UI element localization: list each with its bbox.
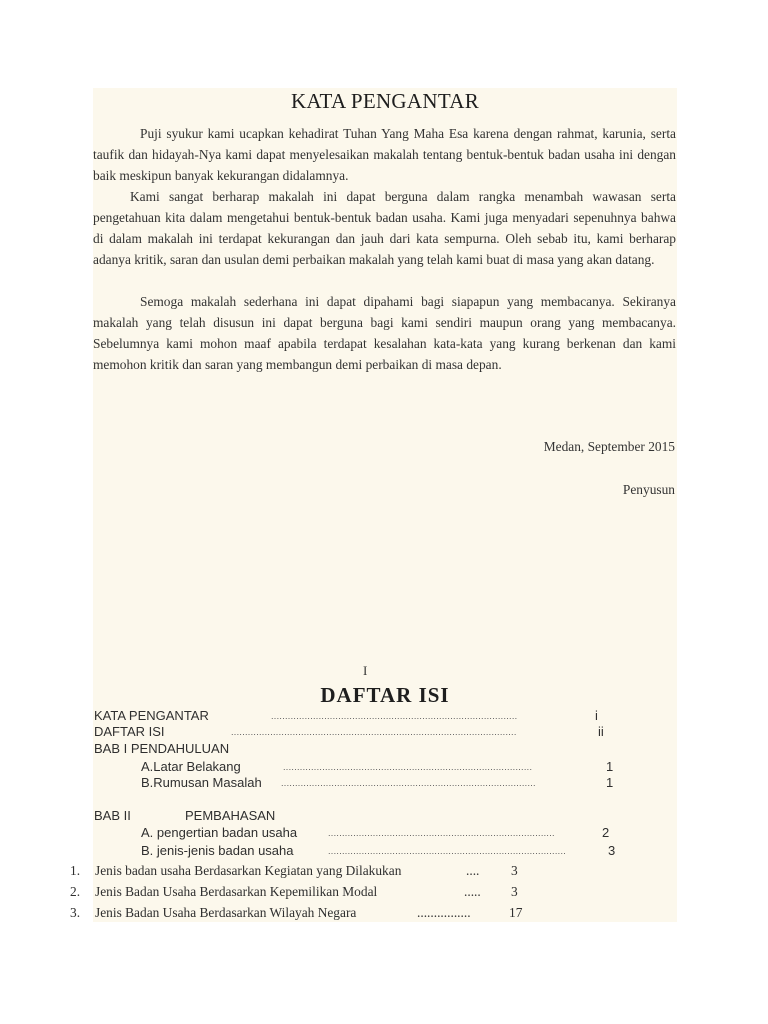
- toc-entry-page: ii: [598, 724, 604, 739]
- toc-entry-page: 2: [602, 825, 610, 840]
- toc-entry-dots: ...........................................................................................: [281, 778, 536, 788]
- toc-entry-dots: ....: [466, 863, 480, 878]
- toc-entry-page: 1: [606, 759, 614, 774]
- toc-entry-label: DAFTAR ISI: [94, 724, 165, 739]
- toc-entry-label: A.Latar Belakang: [141, 759, 241, 774]
- preface-paragraph-3: Semoga makalah sederhana ini dapat dipahami bagi siapapun yang membacanya. Sekiranya makalah yang telah disusun ini dapat berguna bagi kami sendiri maupun orang yang membacanya. Sebelumnya kami mohon maaf apabila terdapat kesalahan kata-kata yang kurang berkenan dan kami memohon kritik dan saran yang membangun demi perbaikan di masa depan.: [93, 294, 676, 372]
- toc-entry-dots: .........................................................................................: [283, 762, 533, 772]
- toc-entry-dots: ......................................................................................................: [231, 727, 517, 737]
- toc-list-number: 1.: [70, 863, 81, 878]
- toc-entry-label: Jenis badan usaha Berdasarkan Kegiatan yang Dilakukan: [95, 863, 402, 878]
- toc-entry-page: 3: [511, 884, 518, 899]
- toc-entry-label: B. jenis-jenis badan usaha: [141, 843, 294, 858]
- toc-entry-label: Jenis Badan Usaha Berdasarkan Wilayah Negara: [95, 905, 357, 920]
- preface-paragraph-2: Kami sangat berharap makalah ini dapat berguna dalam rangka menambah wawasan serta pengetahuan kita dalam mengetahui bentuk-bentuk badan usaha. Kami juga menyadari sepenuhnya bahwa di dalam makalah ini terdapat kekurangan dan jauh dari kata sempurna. Oleh sebab itu, kami berharap adanya kritik, saran dan usulan demi perbaikan makalah yang telah kami buat di masa yang akan datang.: [93, 189, 676, 267]
- toc-entry-dots: .....: [464, 884, 481, 899]
- toc-entry-dots: ................: [417, 905, 471, 920]
- toc-entry-page: i: [595, 708, 598, 723]
- toc-entry-label: PEMBAHASAN: [185, 808, 276, 823]
- toc-title: DAFTAR ISI: [320, 683, 450, 707]
- toc-list-number: 2.: [70, 884, 81, 899]
- toc-list-number: 3.: [70, 905, 81, 920]
- toc-entry-label: KATA PENGANTAR: [94, 708, 209, 723]
- toc-entry-dots: ........................................................................................: [271, 711, 518, 721]
- toc-entry-dots: .....................................................................................: [328, 846, 567, 856]
- toc-entry-page: 1: [606, 775, 614, 790]
- page-number: I: [363, 663, 368, 678]
- toc-entry-label: B.Rumusan Masalah: [141, 775, 262, 790]
- preface-title: KATA PENGANTAR: [290, 89, 480, 113]
- preface-paragraph-1: Puji syukur kami ucapkan kehadirat Tuhan Yang Maha Esa karena dengan rahmat, karunia, serta taufik dan hidayah-Nya kami dapat menyelesaikan makalah tentang bentuk-bentuk badan usaha ini dengan baik meskipun banyak kekurangan didalamnya.: [93, 126, 676, 183]
- toc-entry-page: 3: [511, 863, 518, 878]
- toc-entry-label: BAB II: [94, 808, 131, 823]
- signature: Penyusun: [622, 482, 675, 497]
- place-date: Medan, September 2015: [543, 439, 675, 454]
- toc-entry-dots: .................................................................................: [328, 828, 555, 838]
- toc-entry-page: 3: [608, 843, 616, 858]
- toc-entry-label: Jenis Badan Usaha Berdasarkan Kepemilikan Modal: [95, 884, 378, 899]
- toc-entry-label: A. pengertian badan usaha: [141, 825, 298, 840]
- toc-entry-label: BAB I PENDAHULUAN: [94, 741, 230, 756]
- toc-entry-page: 17: [509, 905, 523, 920]
